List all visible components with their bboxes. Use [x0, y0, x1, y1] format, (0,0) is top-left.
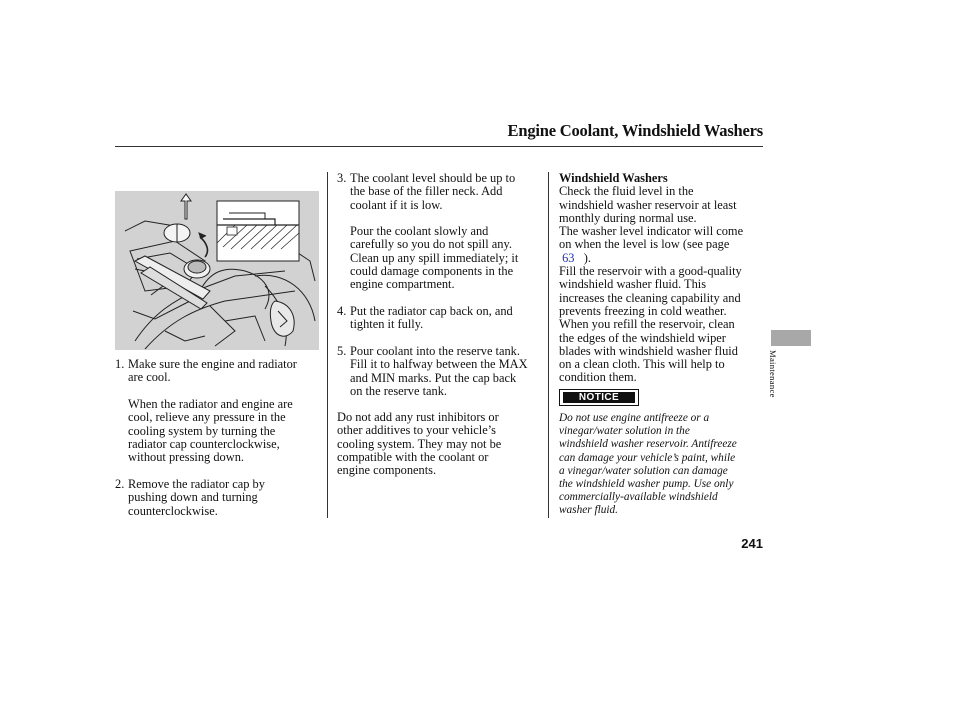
text-line: pushing down and turning: [128, 490, 258, 505]
page-number: 241: [741, 536, 763, 551]
text-line: cool, relieve any pressure in the: [128, 410, 286, 425]
notice-label: NOTICE: [563, 392, 635, 403]
step-number: 3.: [337, 171, 347, 185]
text-line: The coolant level should be up to: [350, 171, 516, 185]
text-line: compatible with the coolant or: [337, 449, 489, 464]
text-line: Do not add any rust inhibitors or: [337, 410, 499, 424]
text-line: Check the fluid level in the: [559, 184, 694, 199]
text-line: on a clean cloth. This will help to: [559, 357, 725, 372]
text-line: can damage your vehicle’s paint, while: [559, 451, 736, 464]
text-line: prevents freezing in cold weather.: [559, 303, 727, 318]
notice-text: [559, 412, 769, 518]
step-number: 2.: [115, 477, 125, 491]
section-tab-label: [768, 350, 784, 414]
text-line: windshield washer reservoir at least: [559, 197, 737, 212]
radiator-cap-illustration: [115, 191, 319, 350]
page-title: Engine Coolant, Windshield Washers: [507, 121, 763, 140]
text-line: other additives to your vehicle’s: [337, 423, 496, 438]
text-line: cooling system. They may not be: [337, 436, 502, 451]
text-line: could damage components in the: [350, 263, 514, 278]
text-line: coolant if it is low.: [350, 197, 443, 212]
text-line: engine compartment.: [350, 277, 455, 292]
title-divider: [115, 146, 763, 147]
text-line: without pressing down.: [128, 450, 244, 465]
engine-drawing: [115, 191, 319, 350]
text-line: Pour coolant into the reserve tank.: [350, 344, 520, 358]
page-reference-line: [559, 252, 769, 265]
text-line: cooling system by turning the: [128, 423, 276, 438]
text-line: radiator cap counterclockwise,: [128, 436, 280, 451]
text-line: increases the cleaning capability and: [559, 290, 741, 305]
text-line: carefully so you do not spill any.: [350, 237, 512, 252]
text-line: The washer level indicator will come: [559, 224, 744, 239]
text-line: are cool.: [128, 370, 171, 385]
text-fragment: ).: [580, 250, 592, 265]
text-line: blades with windshield washer fluid: [559, 343, 738, 358]
text-line: the windshield washer pump. Use only: [559, 478, 734, 491]
section-tab-text: Maintenance: [768, 350, 778, 398]
text-line: When you refill the reservoir, clean: [559, 317, 735, 332]
text-line: windshield washer reservoir. Antifreeze: [559, 438, 737, 451]
column-divider: [327, 172, 328, 518]
text-line: Do not use engine antifreeze or a: [559, 412, 710, 424]
text-line: Make sure the engine and radiator: [128, 357, 297, 371]
text-line: Clean up any spill immediately; it: [350, 250, 519, 265]
text-line: condition them.: [559, 370, 637, 385]
page-reference-link[interactable]: 63: [562, 250, 575, 265]
additives-warning: [337, 411, 547, 477]
washers-section: [559, 172, 769, 385]
text-line: a vinegar/water solution can damage: [559, 464, 728, 477]
text-line: the base of the filler neck. Add: [350, 184, 503, 199]
text-line: Fill it to halfway between the MAX: [350, 357, 528, 372]
column-divider: [548, 172, 549, 518]
text-line: and MIN marks. Put the cap back: [350, 370, 517, 385]
text-line: on the reserve tank.: [350, 383, 448, 398]
text-line: monthly during normal use.: [559, 210, 697, 225]
section-heading: Windshield Washers: [559, 171, 668, 185]
step-number: 4.: [337, 304, 347, 318]
text-line: Remove the radiator cap by: [128, 477, 265, 491]
text-line: When the radiator and engine are: [128, 397, 293, 411]
step-number: 5.: [337, 344, 347, 358]
text-line: tighten it fully.: [350, 317, 424, 332]
text-line: Pour the coolant slowly and: [350, 224, 489, 238]
text-line: windshield washer fluid. This: [559, 277, 707, 292]
notice-badge: [559, 389, 639, 406]
text-line: vinegar/water solution in the: [559, 425, 690, 438]
text-line: commercially-available windshield: [559, 491, 718, 504]
text-line: the edges of the windshield wiper: [559, 330, 726, 345]
text-line: washer fluid.: [559, 504, 618, 517]
text-line: on when the level is low (see page: [559, 237, 730, 252]
text-line: Fill the reservoir with a good-quality: [559, 264, 742, 279]
step-number: 1.: [115, 357, 125, 371]
text-line: Put the radiator cap back on, and: [350, 304, 513, 318]
text-line: engine components.: [337, 463, 437, 478]
text-line: counterclockwise.: [128, 503, 218, 518]
section-tab: [771, 330, 811, 346]
